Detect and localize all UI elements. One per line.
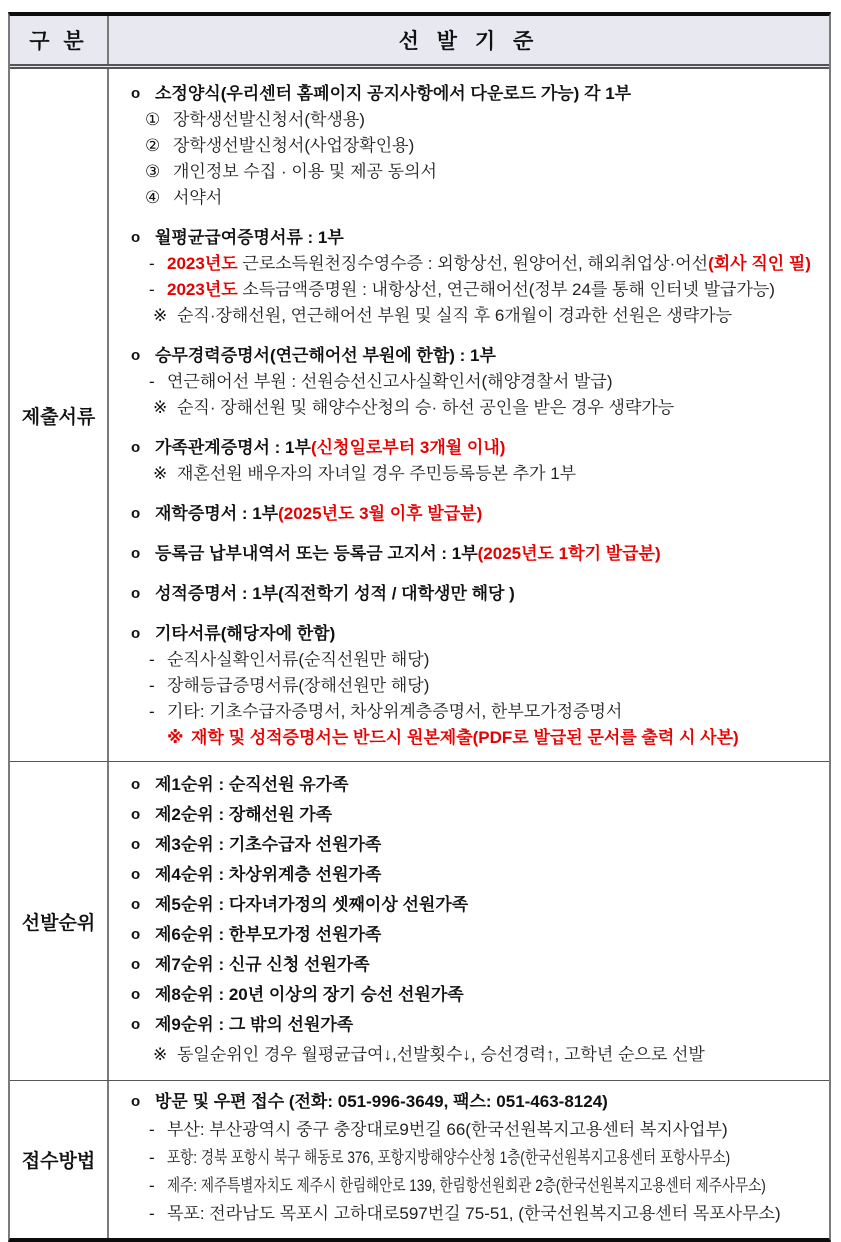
red-emphasis-text: 2023년도 [167, 254, 238, 273]
line-text [167, 372, 613, 391]
text-segment: 제3순위 : 기초수급자 선원가족 [155, 835, 382, 854]
text-segment: 제5순위 : 다자녀가정의 셋째이상 선원가족 [155, 895, 469, 914]
bullet-marker: o [131, 956, 141, 973]
doc-line-bullet [123, 541, 823, 567]
line-text [155, 1015, 353, 1034]
line-text [167, 702, 622, 721]
line-text [173, 110, 365, 129]
table-row-application [10, 1080, 829, 1238]
row-content-application [109, 1081, 829, 1238]
line-text [155, 1092, 608, 1111]
text-segment: 승무경력증명서(연근해어선 부원에 한함) : 1부 [155, 346, 496, 365]
doc-line-dash [123, 277, 823, 303]
text-segment: 재학증명서 : 1부 [155, 504, 279, 523]
header-category-cell: 구 분 [10, 16, 109, 64]
row-label-priority: 선발순위 [10, 762, 109, 1080]
text-segment: 성적증명서 : 1부(직전학기 성적 / 대학생만 해당 ) [155, 584, 515, 603]
line-text [167, 1172, 766, 1200]
bullet-marker: o [131, 85, 141, 102]
doc-line-bullet [123, 343, 823, 369]
text-segment: 등록금 납부내역서 또는 등록금 고지서 : 1부 [155, 544, 478, 563]
line-text [173, 136, 414, 155]
doc-line-bullet [123, 830, 823, 860]
note-marker: ※ [153, 464, 168, 483]
circle-marker: ③ [145, 162, 161, 181]
dash-marker: - [149, 372, 155, 391]
circle-marker: ④ [145, 188, 161, 207]
dash-marker: - [149, 1204, 155, 1223]
line-text [155, 835, 381, 854]
doc-line-dash [123, 1144, 823, 1172]
doc-line-circle [123, 107, 823, 133]
line-text [155, 805, 332, 824]
doc-line-rednote [123, 725, 823, 751]
note-marker: ※ [153, 398, 168, 417]
doc-line-bullet [123, 435, 823, 461]
doc-line-dash [123, 369, 823, 395]
line-text [167, 254, 811, 273]
dash-marker: - [149, 1120, 155, 1139]
line-text [167, 650, 429, 669]
rednote-marker: ※ [167, 728, 184, 747]
doc-line-note [123, 1040, 823, 1070]
bullet-marker: o [131, 1093, 141, 1110]
text-segment: 기타서류(해당자에 한함) [155, 624, 336, 643]
bullet-marker: o [131, 926, 141, 943]
doc-line-bullet [123, 950, 823, 980]
selection-criteria-table [8, 12, 831, 1242]
text-segment: 연근해어선 부원 : 선원승선신고사실확인서(해양경찰서 발급) [167, 372, 613, 391]
text-segment: 목포: 전라남도 목포시 고하대로597번길 75-51, (한국선원복지고용센터 목포사무소) [167, 1204, 781, 1223]
table-row-documents [10, 69, 829, 761]
line-text [167, 1144, 730, 1172]
text-segment: 제주: 제주특별자치도 제주시 한림해안로 139, 한림항선원회관 2층(한국선원복지고용센터 제주사무소) [167, 1176, 766, 1195]
line-text [155, 865, 381, 884]
red-emphasis-text: 2023년도 [167, 280, 238, 299]
line-text [177, 398, 674, 417]
text-segment: 순직· 장해선원 및 해양수산청의 승· 하선 공인을 받은 경우 생략가능 [177, 398, 675, 417]
line-text [155, 584, 515, 603]
doc-line-bullet [123, 1010, 823, 1040]
doc-line-bullet [123, 980, 823, 1010]
row-content-priority [109, 762, 829, 1080]
text-segment: 재혼선원 배우자의 자녀일 경우 주민등록등본 추가 1부 [177, 464, 577, 483]
line-text [155, 925, 381, 944]
doc-line-dash [123, 251, 823, 277]
text-segment: 순직·장해선원, 연근해어선 부원 및 실직 후 6개월이 경과한 선원은 생략가능 [177, 306, 733, 325]
doc-line-dash [123, 1116, 823, 1144]
row-content-documents [109, 69, 829, 761]
doc-line-bullet [123, 890, 823, 920]
circle-marker: ② [145, 136, 161, 155]
bullet-marker: o [131, 545, 141, 562]
bullet-marker: o [131, 1016, 141, 1033]
doc-line-dash [123, 1200, 823, 1228]
line-text [155, 228, 344, 247]
row-label-application: 접수방법 [10, 1081, 109, 1238]
text-segment: 장해등급증명서류(장해선원만 해당) [167, 676, 430, 695]
text-segment: 방문 및 우편 접수 (전화: 051-996-3649, 팩스: 051-463-8124) [155, 1092, 608, 1111]
bullet-marker: o [131, 347, 141, 364]
line-text [155, 504, 482, 523]
dash-marker: - [149, 280, 155, 299]
doc-line-note [123, 303, 823, 329]
text-segment: 월평균급여증명서류 : 1부 [155, 228, 344, 247]
line-text [155, 624, 335, 643]
bullet-marker: o [131, 896, 141, 913]
doc-line-bullet [123, 501, 823, 527]
text-segment: 제4순위 : 차상위계층 선원가족 [155, 865, 382, 884]
text-segment: 장학생선발신청서(사업장확인용) [173, 136, 415, 155]
bullet-marker: o [131, 986, 141, 1003]
text-segment: 개인정보 수집 · 이용 및 제공 동의서 [173, 162, 437, 181]
bullet-marker: o [131, 229, 141, 246]
red-emphasis-text: (2025년도 3월 이후 발급분) [278, 504, 483, 523]
doc-line-note [123, 395, 823, 421]
line-text [167, 1204, 781, 1223]
line-text [155, 84, 631, 103]
dash-marker: - [149, 650, 155, 669]
doc-line-circle [123, 185, 823, 211]
bullet-marker: o [131, 836, 141, 853]
bullet-marker: o [131, 776, 141, 793]
line-text [155, 895, 468, 914]
doc-line-dash [123, 647, 823, 673]
line-text [167, 280, 775, 299]
line-text [155, 544, 661, 563]
text-segment: 제8순위 : 20년 이상의 장기 승선 선원가족 [155, 985, 464, 1004]
text-segment: 부산: 부산광역시 중구 충장대로9번길 66(한국선원복지고용센터 복지사업부) [167, 1120, 728, 1139]
doc-line-bullet [123, 800, 823, 830]
line-text [173, 162, 437, 181]
dash-marker: - [149, 1176, 155, 1195]
text-segment: 가족관계증명서 : 1부 [155, 438, 311, 457]
red-emphasis-text: 재학 및 성적증명서는 반드시 원본제출(PDF로 발급된 문서를 출력 시 사본) [191, 728, 739, 747]
text-segment: 소득금액증명원 : 내항상선, 연근해어선(정부 24를 통해 인터넷 발급가능) [237, 280, 775, 299]
bullet-marker: o [131, 866, 141, 883]
line-text [167, 676, 429, 695]
doc-line-bullet [123, 81, 823, 107]
text-segment: 동일순위인 경우 월평균급여↓,선발횟수↓, 승선경력↑, 고학년 순으로 선발 [177, 1045, 705, 1064]
doc-line-bullet [123, 581, 823, 607]
bullet-marker: o [131, 625, 141, 642]
red-emphasis-text: (신청일로부터 3개월 이내) [310, 438, 506, 457]
line-text [167, 1120, 728, 1139]
circle-marker: ① [145, 110, 161, 129]
red-emphasis-text: (회사 직인 필) [708, 254, 811, 273]
note-marker: ※ [153, 306, 168, 325]
text-segment: 제9순위 : 그 밖의 선원가족 [155, 1015, 354, 1034]
bullet-marker: o [131, 585, 141, 602]
doc-line-bullet [123, 225, 823, 251]
line-text [191, 728, 739, 747]
text-segment: 기타: 기초수급자증명서, 차상위계층증명서, 한부모가정증명서 [167, 702, 623, 721]
text-segment: 순직사실확인서류(순직선원만 해당) [167, 650, 430, 669]
text-segment: 장학생선발신청서(학생용) [173, 110, 365, 129]
text-segment: 근로소득원천징수영수증 : 외항상선, 원양어선, 해외취업상·어선 [237, 254, 709, 273]
doc-line-bullet [123, 770, 823, 800]
bullet-marker: o [131, 439, 141, 456]
line-text [155, 955, 370, 974]
doc-line-bullet [123, 920, 823, 950]
header-criteria-cell: 선 발 기 준 [398, 30, 540, 53]
dash-marker: - [149, 1148, 155, 1167]
line-text [177, 1045, 705, 1064]
doc-line-note [123, 461, 823, 487]
doc-line-bullet [123, 860, 823, 890]
line-text [155, 438, 505, 457]
row-label-documents: 제출서류 [10, 69, 109, 761]
text-segment: 포항: 경북 포항시 북구 해동로 376, 포항지방해양수산청 1층(한국선원복지고용센터 포항사무소) [167, 1148, 731, 1167]
line-text [177, 464, 576, 483]
text-segment: 서약서 [173, 188, 223, 207]
text-segment: 제6순위 : 한부모가정 선원가족 [155, 925, 382, 944]
line-text [177, 306, 732, 325]
text-segment: 소정양식(우리센터 홈페이지 공지사항에서 다운로드 가능) 각 1부 [155, 84, 632, 103]
text-segment: 제2순위 : 장해선원 가족 [155, 805, 333, 824]
line-text [173, 188, 222, 207]
table-row-priority [10, 761, 829, 1080]
doc-line-dash [123, 673, 823, 699]
table-header-row [10, 16, 829, 69]
doc-line-bullet [123, 621, 823, 647]
bullet-marker: o [131, 806, 141, 823]
text-segment: 제7순위 : 신규 신청 선원가족 [155, 955, 370, 974]
doc-line-dash [123, 1172, 823, 1200]
line-text [155, 985, 464, 1004]
line-text [155, 775, 349, 794]
doc-line-dash [123, 699, 823, 725]
text-segment: 제1순위 : 순직선원 유가족 [155, 775, 349, 794]
dash-marker: - [149, 702, 155, 721]
bullet-marker: o [131, 505, 141, 522]
dash-marker: - [149, 254, 155, 273]
note-marker: ※ [153, 1045, 168, 1064]
doc-line-circle [123, 159, 823, 185]
doc-line-circle [123, 133, 823, 159]
dash-marker: - [149, 676, 155, 695]
line-text [155, 346, 496, 365]
red-emphasis-text: (2025년도 1학기 발급분) [477, 544, 661, 563]
doc-line-bullet [123, 1088, 823, 1116]
